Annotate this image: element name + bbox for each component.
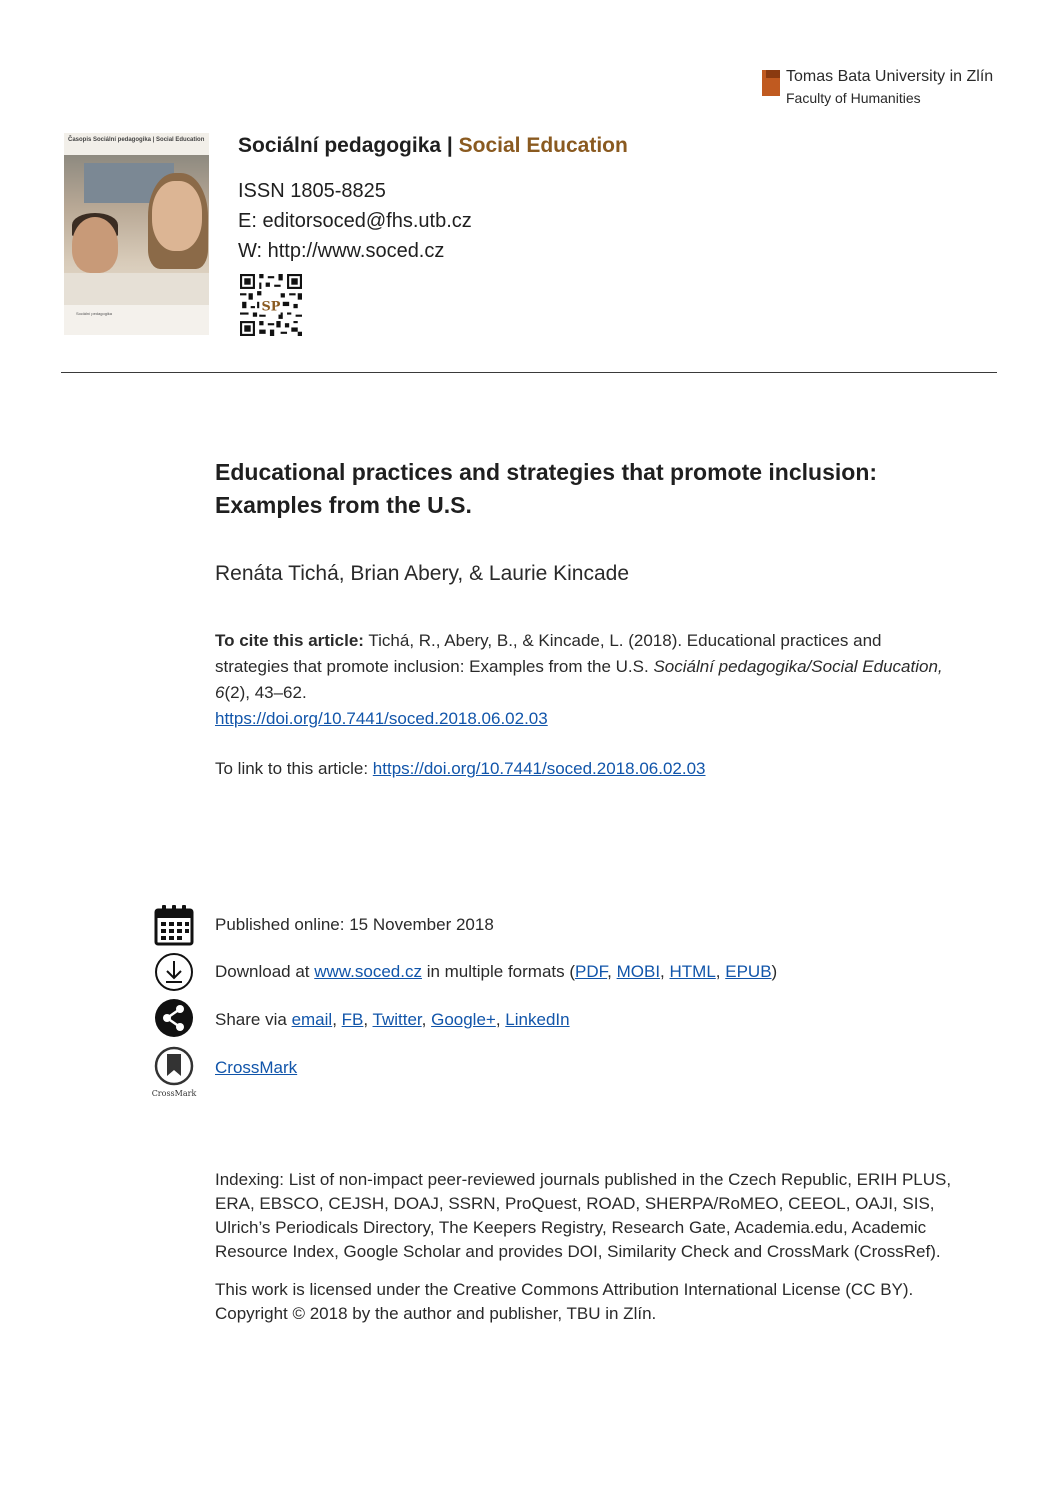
download-prefix: Download at [215, 962, 310, 981]
svg-text:SP: SP [261, 299, 281, 315]
header-divider [61, 372, 997, 373]
journal-cover-image [64, 133, 209, 335]
share-googleplus-link[interactable]: Google+ [431, 1010, 496, 1029]
citation-text: Tichá, R., Abery, B., & Kincade, L. (2018). Educational practices and strategies that promote inclusion: Examples from the U.S. [215, 631, 882, 676]
download-line: Download at www.soced.cz in multiple formats (PDF, MOBI, HTML, EPUB) [215, 962, 778, 981]
share-prefix: Share via [215, 1010, 287, 1029]
share-linkedin-link[interactable]: LinkedIn [505, 1010, 570, 1029]
citation-doi-link[interactable]: https://doi.org/10.7441/soced.2018.06.02.03 [215, 709, 548, 728]
journal-issn: ISSN 1805-8825 [238, 180, 386, 202]
journal-name-cz: Sociální pedagogika [238, 134, 442, 157]
calendar-icon [150, 902, 198, 950]
share-line: Share via email, FB, Twitter, Google+, LinkedIn [215, 1010, 570, 1029]
download-format-pdf[interactable]: PDF [575, 962, 608, 981]
university-logo-icon [762, 70, 780, 96]
citation-volume: 6 [215, 683, 225, 702]
download-format-mobi[interactable]: MOBI [616, 962, 661, 981]
article-title: Educational practices and strategies that promote inclusion: Examples from the U.S. [215, 459, 878, 518]
license-paragraph [215, 1278, 975, 1326]
citation-label: To cite this article: [215, 631, 364, 650]
citation-block [215, 628, 945, 732]
link-label: To link to this article: [215, 759, 369, 778]
university-logo [762, 66, 1002, 116]
crossmark-icon [150, 1046, 198, 1098]
qr-code-icon [240, 274, 302, 336]
share-fb-link[interactable]: FB [341, 1010, 364, 1029]
university-name: Tomas Bata University in Zlín [786, 68, 994, 85]
crossmark-caption: CrossMark [151, 1089, 197, 1098]
crossmark-link[interactable]: CrossMark [215, 1058, 298, 1077]
journal-name-en: Social Education [458, 134, 628, 157]
citation-journal: Sociální pedagogika/Social Education, [653, 657, 943, 676]
published-date: Published online: 15 November 2018 [215, 915, 494, 934]
download-site-link[interactable]: www.soced.cz [314, 962, 422, 981]
share-twitter-link[interactable]: Twitter [372, 1010, 422, 1029]
download-format-epub[interactable]: EPUB [725, 962, 772, 981]
license-line: This work is licensed under the Creative Commons Attribution International License (CC BY). [215, 1280, 914, 1299]
share-email-link[interactable]: email [291, 1010, 333, 1029]
copyright-line: Copyright © 2018 by the author and publisher, TBU in Zlín. [215, 1304, 657, 1323]
link-line [215, 759, 706, 779]
journal-separator: | [446, 134, 453, 157]
indexing-paragraph: Indexing: List of non-impact peer-reviewed journals published in the Czech Republic, ERIH PLUS, ERA, EBSCO, CEJSH, DOAJ, SSRN, ProQuest, ROAD, SHERPA/RoMEO, CEEOL, OAJI, SIS, Ulrich’s Periodicals Directory, The Keepers Registry, Research Gate, Academia.edu, Academic Resource Index, Google Scholar and provides DOI, Similarity Check and CrossMark (CrossRef). [215, 1170, 952, 1261]
download-icon [150, 950, 198, 998]
crossmark-line [215, 1058, 297, 1078]
faculty-name: Faculty of Humanities [786, 90, 921, 106]
journal-website[interactable]: W: http://www.soced.cz [238, 240, 445, 262]
citation-issue-pages: (2), 43–62. [224, 683, 307, 702]
article-authors: Renáta Tichá, Brian Abery, & Laurie Kincade [215, 562, 630, 585]
cover-title: Časopis Sociální pedagogika | Social Education [68, 137, 205, 143]
journal-title [238, 134, 628, 158]
journal-email[interactable]: E: editorsoced@fhs.utb.cz [238, 210, 472, 232]
download-format-html[interactable]: HTML [669, 962, 716, 981]
cover-footer: Sociální pedagogika [76, 311, 113, 316]
download-middle: in multiple formats ( [426, 962, 576, 981]
download-suffix: ) [771, 962, 778, 981]
share-icon [150, 996, 198, 1044]
article-doi-link[interactable]: https://doi.org/10.7441/soced.2018.06.02.03 [372, 759, 706, 778]
